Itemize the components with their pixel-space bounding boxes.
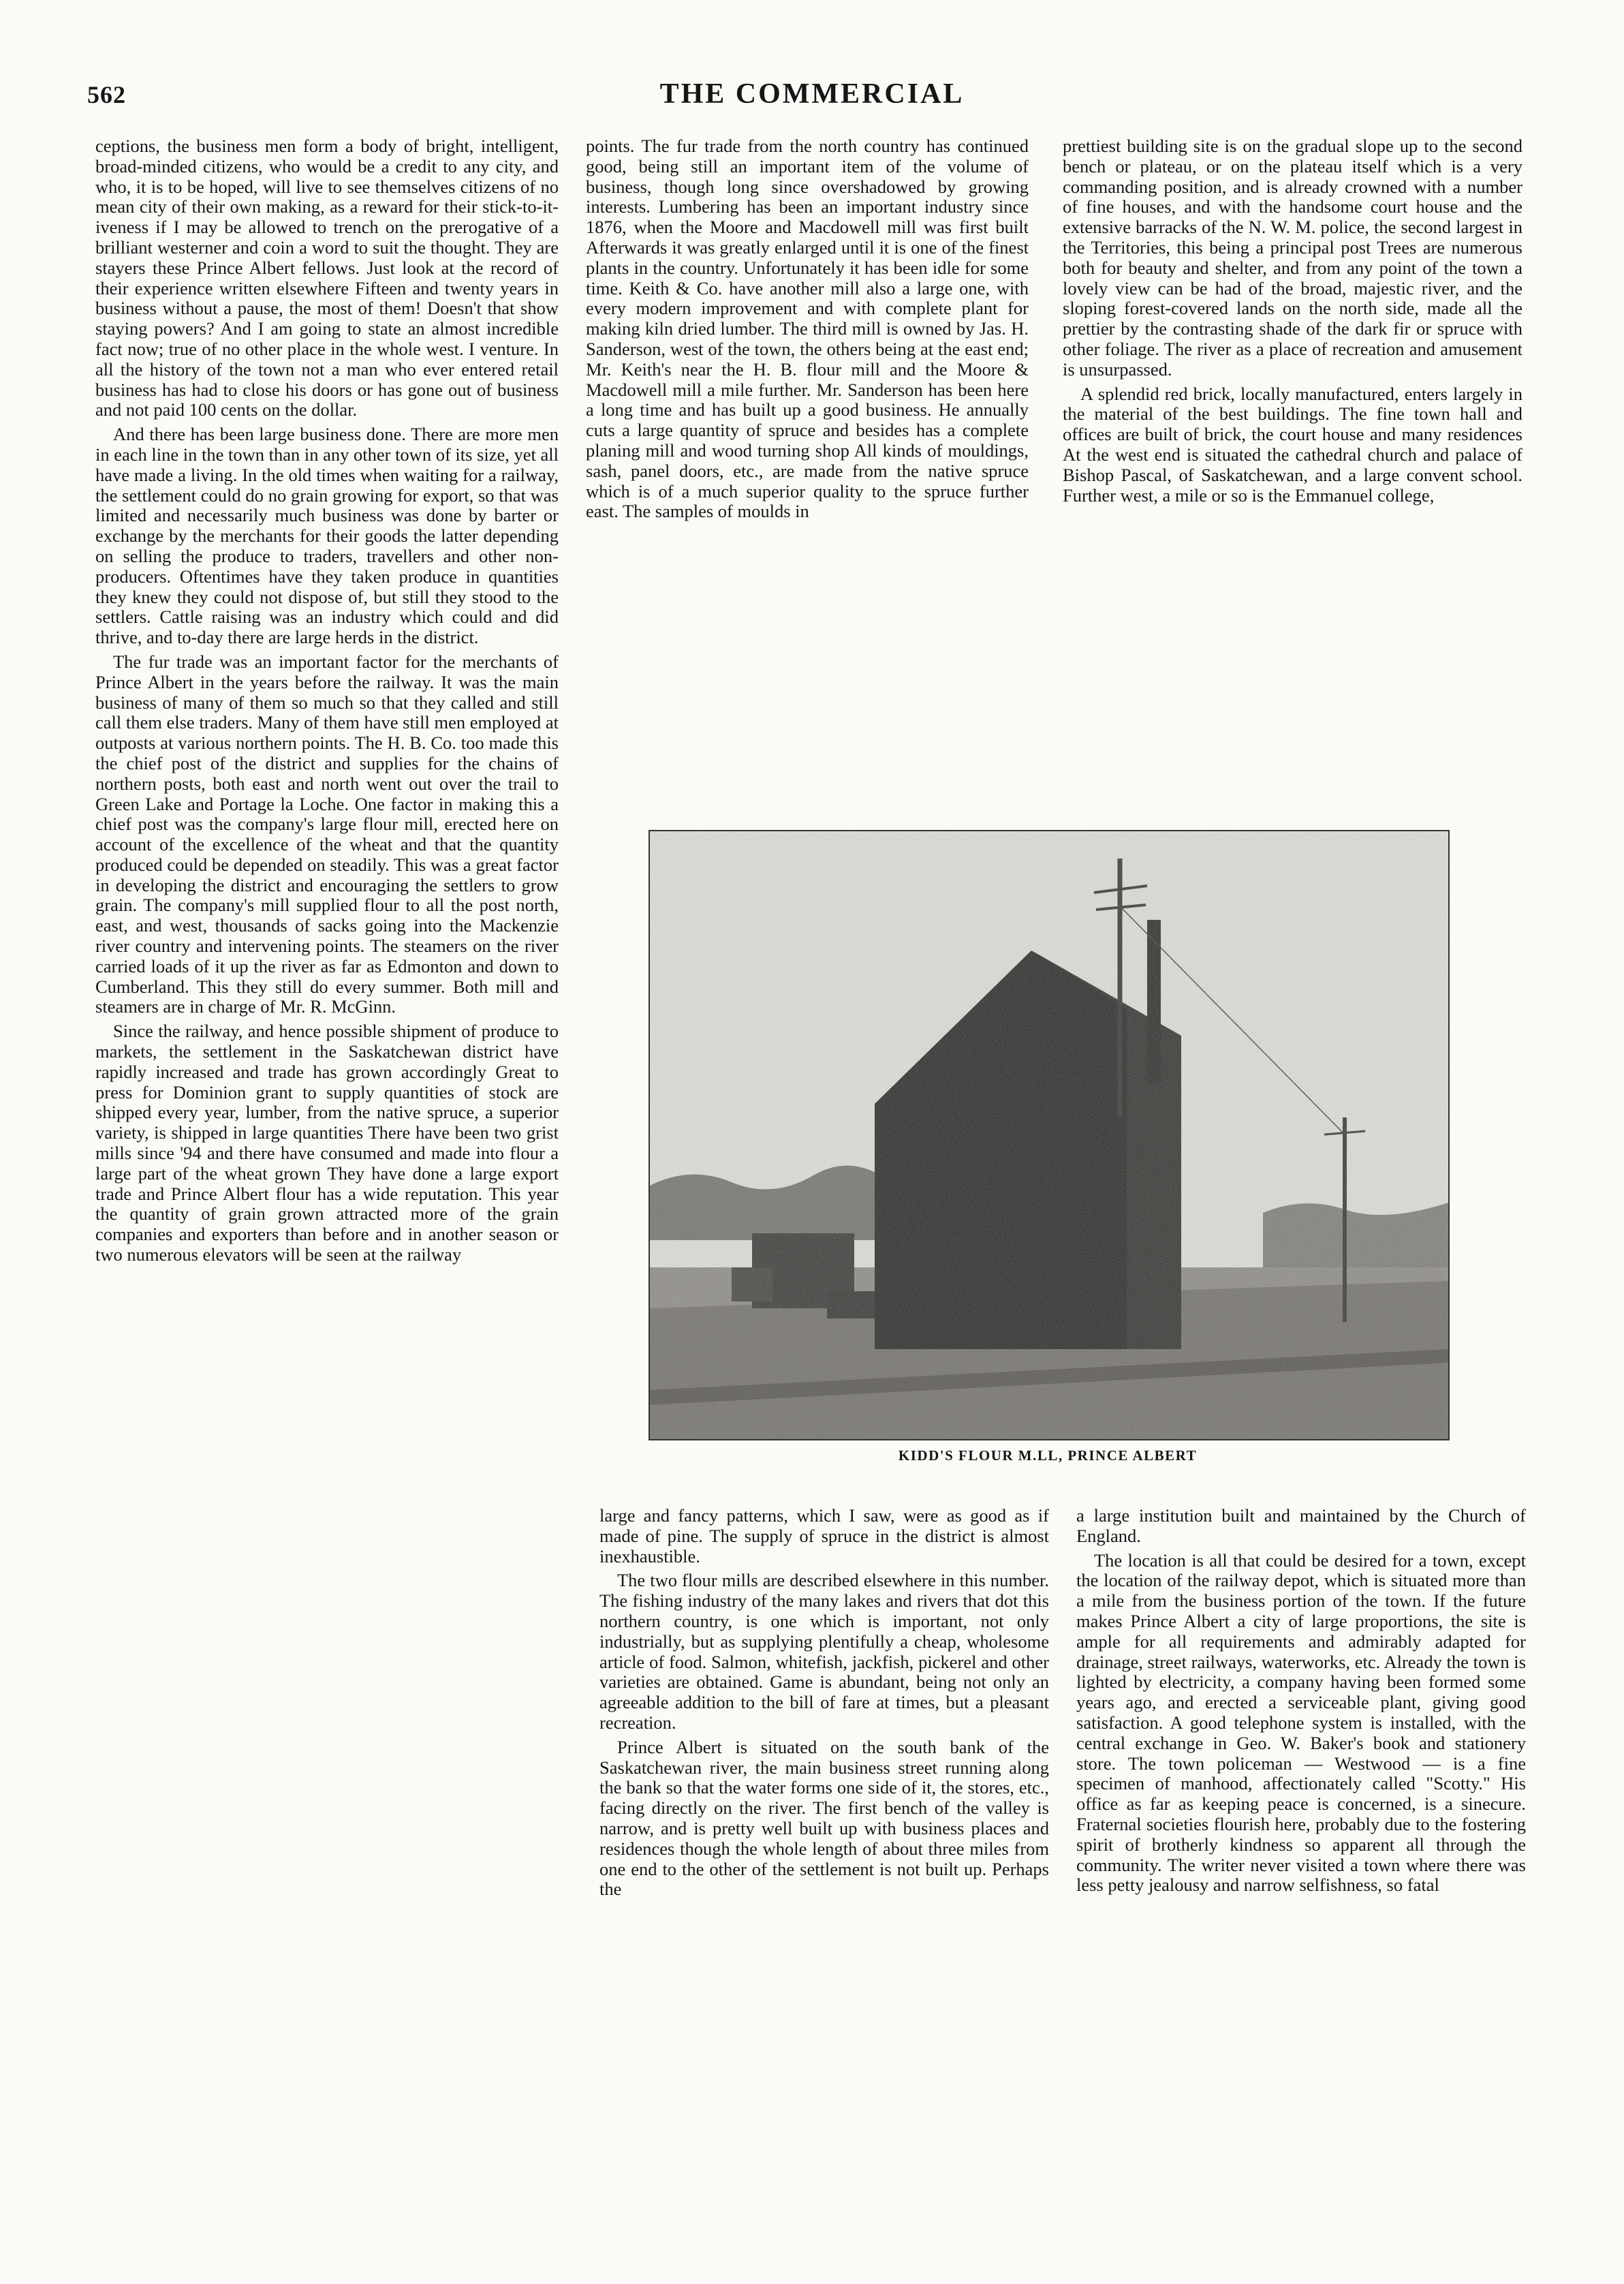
mill-photograph	[649, 830, 1450, 1440]
paragraph: The location is all that could be desired for a town, except the location of the railway depot, which is situated more than a mile from the business portion of the town. If the future makes Prince Albert a city of large proportions, the site is ample for all requirements and admirably adapted for drainage, street railways, waterworks, etc. Already the town is lighted by electricity, a company having been formed some years ago, and erected a serviceable plant, giving good satisfaction. A good telephone system is installed, with the central exchange in Geo. W. Baker's book and stationery store. The town policeman — Westwood — is a fine specimen of manhood, affectionately called "Scotty." His office as far as keeping peace is concerned, is a sinecure. Fraternal societies flourish here, probably due to the fostering spirit of brotherly kindness so apparent all through the community. The writer never visited a town where there was less petty jealousy and narrow selfishness, so fatal	[1076, 1549, 1526, 1896]
page-title: THE COMMERCIAL	[659, 78, 965, 110]
article-column-2-bottom	[599, 1506, 1049, 2187]
paragraph: a large institution built and maintained by the Church of England.	[1076, 1505, 1526, 1546]
article-column-3-bottom	[1076, 1506, 1526, 2187]
article-column-3-top	[1063, 136, 1522, 818]
paragraph: The fur trade was an important factor for the merchants of Prince Albert in the years before the railway. It was the main business of many of them so much so that they called and still call them else traders. Many of them have still men employed at outposts at various northern points. The H. B. Co. too made this the chief post of the district and supplies for the chains of northern posts, both east and north went out over the trail to Green Lake and Portage la Loche. One factor in making this a chief post was the company's large flour mill, erected here on account of the excellence of the wheat and that the quantity produced could be depended on steadily. This was a great factor in developing the district and encouraging the settlers to grow grain. The company's mill supplied flour to all the post north, east, and west, thousands of sacks going into the Mackenzie river country and intervening points. The steamers on the river carried loads of it up the river as far as Edmonton and down to Cumberland. This they still do every summer. Both mill and steamers are in charge of Mr. R. McGinn.	[95, 651, 559, 1017]
paragraph: The two flour mills are described elsewhere in this number. The fishing industry of the many lakes and rivers that dot this northern country, is one which is important, not only industrially, but as supplying plentifully a cheap, wholesome article of food. Salmon, whitefish, jackfish, pickerel and other varieties are obtained. Game is abundant, being not only an agreeable addition to the bill of fare at times, but a pleasant recreation.	[599, 1570, 1049, 1733]
page-number: 562	[87, 81, 126, 108]
paragraph: Prince Albert is situated on the south bank of the Saskatchewan river, the main business street running along the bank so that the water forms one side of it, the stores, etc., facing directly on the river. The first bench of the valley is narrow, and is pretty well built up with business places and residences though the whole length of about three miles from one end to the other of the settlement is not built up. Perhaps the	[599, 1736, 1049, 1900]
article-column-2-top	[586, 136, 1029, 818]
paragraph: A splendid red brick, locally manufactured, enters largely in the material of the best buildings. The fine town hall and offices are built of brick, the court house and many residences At the west end is situated the cathedral church and palace of Bishop Pascal, of Saskatchewan, and a large convent school. Further west, a mile or so is the Emmanuel college,	[1063, 383, 1522, 506]
paragraph: large and fancy patterns, which I saw, were as good as if made of pine. The supply of spruce in the district is almost inexhaustible.	[599, 1505, 1049, 1567]
paragraph: Since the railway, and hence possible shipment of produce to markets, the settlement in the Saskatchewan district have rapidly increased and trade has grown accordingly Great to press for Dominion grant to supply quantities of stock are shipped every year, lumber, from the native spruce, a superior variety, is shipped in large quantities There have been two grist mills since '94 and there have consumed and made into flour a large part of the wheat grown They have done a large export trade and Prince Albert flour has a wide reputation. This year the quantity of grain grown attracted more of the grain companies and exporters than before and in another season or two numerous elevators will be seen at the railway	[95, 1021, 559, 1265]
paragraph: prettiest building site is on the gradual slope up to the second bench or plateau, or on the plateau itself which is a very commanding position, and is already crowned with a number of fine houses, and with the handsome court house and the extensive barracks of the N. W. M. police, the second largest in the Territories, this being a principal post Trees are numerous both for beauty and shelter, and from any point of the town a lovely view can be had of the broad, majestic river, and the sloping forest-covered lands on the north side, made all the prettier by the contrasting shade of the dark fir or spruce with other foliage. The river as a place of recreation and amusement is unsurpassed.	[1063, 136, 1522, 380]
paragraph: points. The fur trade from the north country has continued good, being still an important item of the volume of business, though long since overshadowed by growing interests. Lumbering has been an important industry since 1876, when the Moore and Macdowell mill was first built Afterwards it was greatly enlarged until it is one of the finest plants in the country. Unfortunately it has been idle for some time. Keith & Co. have another mill also a large one, with every modern improvement and with complete plant for making kiln dried lumber. The third mill is owned by Jas. H. Sanderson, west of the town, the others being at the east end; Mr. Keith's near the H. B. flour mill and the Moore & Macdowell mill a mile further. Mr. Sanderson has been here a long time and has built up a good business. He annually cuts a large quantity of spruce and besides has a complete planing mill and wood turning shop All kinds of mouldings, sash, panel doors, etc., are made from the native spruce which is of a much superior quality to the spruce further east. The samples of moulds in	[586, 136, 1029, 522]
article-column-1	[95, 136, 559, 2180]
paragraph: ceptions, the business men form a body of bright, intelligent, broad-minded citizens, who would be a credit to any city, and who, it is to be hoped, will live to see themselves citizens of no mean city of their own making, as a reward for their stick-to-it-iveness if I may be allowed to trench on the prerogative of a brilliant westerner and coin a word to suit the thought. They are stayers these Prince Albert fellows. Just look at the record of their experience written elsewhere Fifteen and twenty years in business without a pause, the most of them! Doesn't that show staying powers? And I am going to state an almost incredible fact now; true of no other place in the whole west. I venture. In all the history of the town not a man who ever entered retail business has had to close his doors or has gone out of business and not paid 100 cents on the dollar.	[95, 136, 559, 420]
photo-caption: KIDD'S FLOUR M.LL, PRINCE ALBERT	[898, 1447, 1198, 1464]
paragraph: And there has been large business done. There are more men in each line in the town than in any other town of its size, yet all have made a living. In the old times when waiting for a railway, the settlement could do no grain growing for export, so that was limited and necessarily much business was done by barter or exchange by the merchants for their goods the latter depending on selling the produce to traders, travellers and other non-producers. Oftentimes have they taken produce in quantities they knew they could not dispose of, but still they stood to the settlers. Cattle raising was an industry which could and did thrive, and to-day there are large herds in the district.	[95, 424, 559, 648]
